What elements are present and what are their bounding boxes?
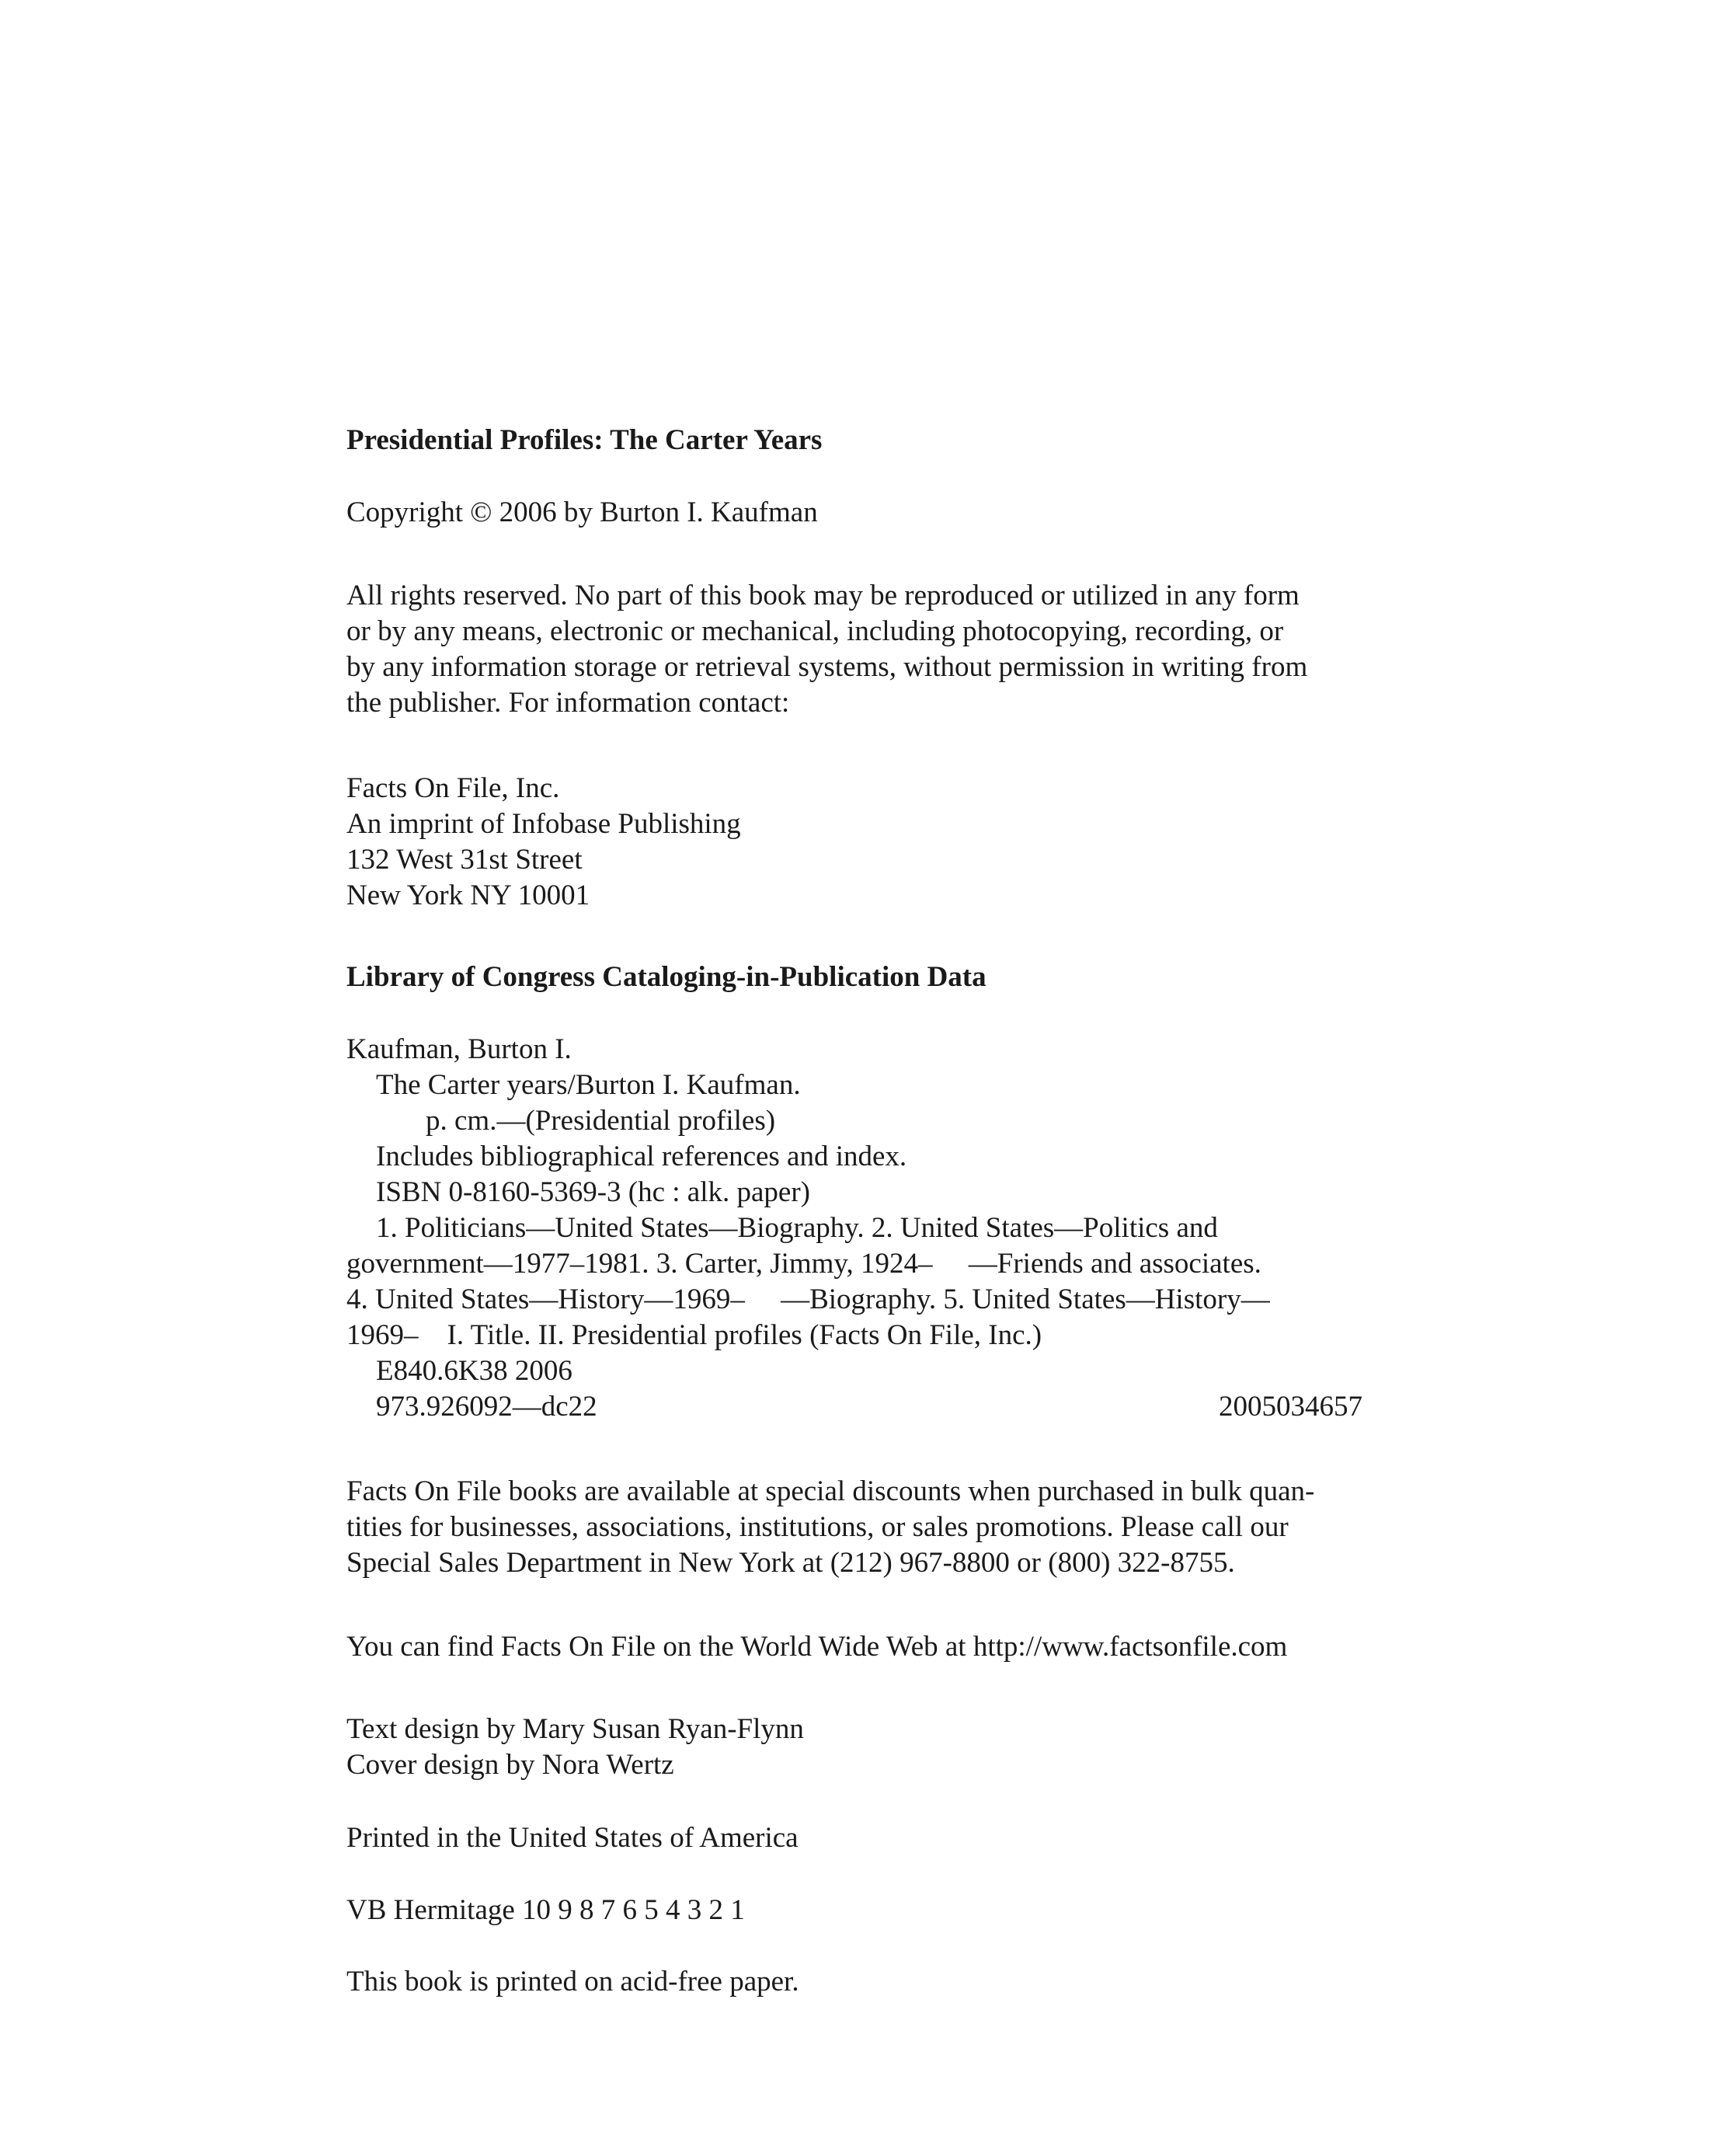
publisher-address bbox=[346, 771, 1356, 914]
cip-lc-class: E840.6K38 2006 bbox=[376, 1355, 572, 1387]
publisher-line: An imprint of Infobase Publishing bbox=[346, 808, 741, 840]
printed-text: Printed in the United States of America bbox=[346, 1822, 799, 1854]
design-line: Cover design by Nora Wertz bbox=[346, 1749, 674, 1781]
rights-line: the publisher. For information contact: bbox=[346, 687, 790, 719]
cip-subject-line: 4. United States—History—1969– —Biography. 5. United States—History— bbox=[346, 1283, 1270, 1315]
book-title bbox=[346, 423, 1356, 458]
bulk-line: tities for businesses, associations, institutions, or sales promotions. Please call our bbox=[346, 1511, 1289, 1543]
publisher-line: New York NY 10001 bbox=[346, 879, 590, 911]
cip-dewey: 973.926092—dc22 bbox=[376, 1391, 597, 1423]
rights-line: by any information storage or retrieval systems, without permission in writing from bbox=[346, 651, 1308, 683]
cip-title: The Carter years/Burton I. Kaufman. bbox=[376, 1069, 801, 1101]
printed-notice bbox=[346, 1820, 1356, 1856]
rights-paragraph bbox=[346, 578, 1356, 721]
cip-includes: Includes bibliographical references and index. bbox=[376, 1141, 907, 1172]
cip-isbn: ISBN 0-8160-5369-3 (hc : alk. paper) bbox=[376, 1176, 810, 1208]
cip-subject-line: 1. Politicians—United States—Biography. 2. United States—Politics and bbox=[376, 1212, 1218, 1244]
cip-dewey-row bbox=[346, 1389, 1362, 1425]
cip-lccn: 2005034657 bbox=[1219, 1391, 1362, 1423]
cip-subject-line: government—1977–1981. 3. Carter, Jimmy, 1924– —Friends and associates. bbox=[346, 1248, 1261, 1280]
bulk-line: Special Sales Department in New York at (212) 967-8800 or (800) 322-8755. bbox=[346, 1547, 1235, 1579]
book-title-text: Presidential Profiles: The Carter Years bbox=[346, 424, 823, 456]
copyright-text: Copyright © 2006 by Burton I. Kaufman bbox=[346, 496, 818, 528]
publisher-line: 132 West 31st Street bbox=[346, 844, 583, 876]
web-text: You can find Facts On File on the World Wide Web at http://www.factsonfile.com bbox=[346, 1631, 1288, 1663]
paper-text: This book is printed on acid-free paper. bbox=[346, 1966, 799, 1998]
paper-notice bbox=[346, 1964, 1356, 2000]
cip-record bbox=[346, 1032, 1362, 1425]
design-line: Text design by Mary Susan Ryan-Flynn bbox=[346, 1713, 804, 1745]
bulk-line: Facts On File books are available at special discounts when purchased in bulk quan- bbox=[346, 1475, 1315, 1507]
copyright-notice bbox=[346, 495, 1356, 531]
cip-heading bbox=[346, 960, 1356, 995]
web-notice bbox=[346, 1629, 1356, 1665]
cip-subject-line: 1969– I. Title. II. Presidential profiles (Facts On File, Inc.) bbox=[346, 1319, 1042, 1351]
rights-line: All rights reserved. No part of this book may be reproduced or utilized in any form bbox=[346, 580, 1300, 611]
rights-line: or by any means, electronic or mechanical, including photocopying, recording, or bbox=[346, 615, 1284, 647]
publisher-line: Facts On File, Inc. bbox=[346, 772, 560, 804]
design-credits bbox=[346, 1712, 1356, 1783]
printing-text: VB Hermitage 10 9 8 7 6 5 4 3 2 1 bbox=[346, 1894, 745, 1926]
bulk-sales-paragraph bbox=[346, 1474, 1356, 1581]
cip-heading-text: Library of Congress Cataloging-in-Publication Data bbox=[346, 961, 987, 993]
printing-line bbox=[346, 1893, 1356, 1928]
cip-pages: p. cm.—(Presidential profiles) bbox=[426, 1105, 776, 1137]
cip-author: Kaufman, Burton I. bbox=[346, 1033, 572, 1065]
